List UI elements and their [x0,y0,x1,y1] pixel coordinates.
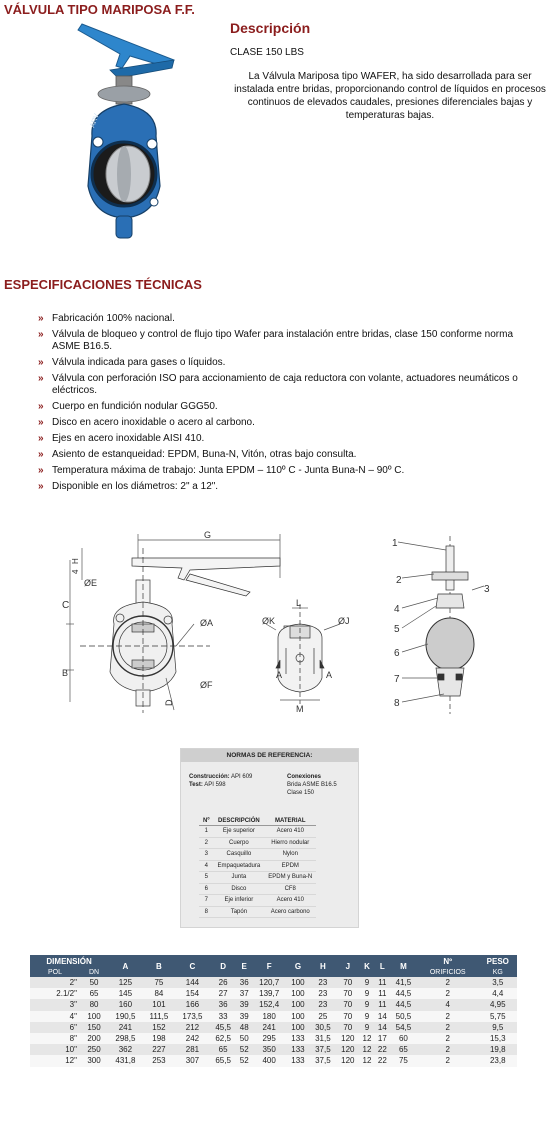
side-view [266,604,340,704]
table-cell: 362 [108,1044,143,1055]
table-cell: 30,5 [309,1022,336,1033]
table-cell: 65 [80,988,108,999]
table-cell: 44,5 [390,999,417,1010]
table-cell: 8" [30,1033,80,1044]
table-cell: 22 [375,1044,390,1055]
table-cell: 2 [417,1044,479,1055]
table-cell: 154 [175,988,210,999]
table-cell: 50,5 [390,1011,417,1022]
table-cell: 11 [375,988,390,999]
table-row [30,1011,517,1022]
table-cell: 15,3 [479,1033,517,1044]
spec-item: » Temperatura máxima de trabajo: Junta EPDM – 110º C - Junta Buna-N – 90º C. [38,465,405,476]
table-cell: 300 [80,1055,108,1066]
table-cell: 180 [252,1011,287,1022]
header-orificios: ORIFICIOS [417,968,479,977]
table-cell: 52 [237,1055,252,1066]
table-cell: 65 [390,1044,417,1055]
spec-item: » Fabricación 100% nacional. [38,313,175,324]
table-cell: 75 [390,1055,417,1066]
table-cell: 9 [359,999,374,1010]
valve-handle [78,24,174,78]
table-cell: 198 [143,1033,175,1044]
table-cell: 2 [417,1022,479,1033]
table-cell: 241 [108,1022,143,1033]
table-cell: 241 [252,1022,287,1033]
table-cell: 70 [336,1011,359,1022]
table-cell: 152,4 [252,999,287,1010]
class-line: CLASE 150 LBS [230,47,304,58]
valve-brand: ARV [89,112,101,129]
table-cell: 6" [30,1022,80,1033]
table-cell: 70 [336,999,359,1010]
table-cell: 100 [286,977,309,988]
table-cell: 37,5 [309,1044,336,1055]
table-cell: 190,5 [108,1011,143,1022]
label-n7: 7 [394,674,400,685]
table-cell: 3" [30,999,80,1010]
table-cell: 2" [30,977,80,988]
table-cell: 100 [286,999,309,1010]
table-cell: 133 [286,1044,309,1055]
label-G: G [204,530,212,540]
description-paragraph: La Válvula Mariposa tipo WAFER, ha sido desarrollada para ser instalada entre bridas, proporcionando control de líquidos en procesos continuos de elevados caudales, presiones diferenciales bajas y temperaturas bajas. [234,71,546,121]
spec-item: » Asiento de estanqueidad: EPDM, Buna-N, Vitón, otras bajo consulta. [38,449,357,460]
table-row [30,1055,517,1066]
table-cell: 41,5 [390,977,417,988]
table-cell: 17 [375,1033,390,1044]
table-cell: 298,5 [108,1033,143,1044]
table-cell: 100 [80,1011,108,1022]
table-cell: 12 [359,1044,374,1055]
table-cell: 9 [359,988,374,999]
table-cell: 400 [252,1055,287,1066]
table-cell: 4 [417,999,479,1010]
label-F: ØF [200,680,213,690]
label-J: ØJ [338,616,350,626]
bullet-icon: » [38,417,44,428]
bullet-icon: » [38,481,44,492]
table-cell: 12" [30,1055,80,1066]
table-cell: 101 [143,999,175,1010]
label-n1: 1 [392,538,398,549]
table-cell: 242 [175,1033,210,1044]
dimensions-table-wrapper [30,955,517,1100]
description-heading: Descripción [230,20,311,36]
table-cell: 227 [143,1044,175,1055]
label-n5: 5 [394,624,400,635]
table-cell: 4,95 [479,999,517,1010]
table-cell: 12 [359,1055,374,1066]
spec-item: » Disco en acero inoxidable o acero al carbono. [38,417,255,428]
section-view [398,536,484,714]
table-cell: 120 [336,1044,359,1055]
table-cell: 23 [309,988,336,999]
label-M: M [296,704,304,714]
header-peso: PESO [479,955,517,968]
table-row [30,1044,517,1055]
table-cell: 212 [175,1022,210,1033]
table-cell: 75 [143,977,175,988]
table-cell: 4" [30,1011,80,1022]
table-row: 4 Empaquetadura EPDM [199,860,316,872]
bullet-icon: » [38,449,44,460]
table-cell: 4,4 [479,988,517,999]
table-cell: 139,7 [252,988,287,999]
front-view [66,534,283,713]
table-cell: 2 [417,1033,479,1044]
bullet-icon: » [38,313,44,324]
table-cell: 44,5 [390,988,417,999]
label-A-left: A [276,670,283,680]
table-cell: 166 [175,999,210,1010]
table-row [30,999,517,1010]
table-cell: 431,8 [108,1055,143,1066]
table-cell: 295 [252,1033,287,1044]
table-cell: 5,75 [479,1011,517,1022]
label-E: ØE [84,578,98,588]
table-cell: 2 [417,988,479,999]
table-cell: 37 [237,988,252,999]
table-row: 6 Disco CF8 [199,883,316,895]
header-pol: POL [30,968,80,977]
valve-top-plate [98,86,150,102]
reference-card: NORMAS DE REFERENCIA: Construcción: API 609 Test: API 598 Conexiones Brida ASME B16.5 Clase 150 Nº DESCRIPCIÓN MATERIAL 1 Eje superior Acero 410 2 Cuerpo Hierro nodular 3 Casquillo Nylon 4 Empaquetadura EPDM 5 Junta EPDM y Buna-N 6 Disco CF8 7 Eje inferior Acero 410 8 Tapón Acero carbono [180,748,359,928]
table-cell: 14 [375,1011,390,1022]
bullet-icon: » [38,401,44,412]
table-cell: 14 [375,1022,390,1033]
table-cell: 100 [286,1022,309,1033]
table-cell: 48 [237,1022,252,1033]
table-cell: 152 [143,1022,175,1033]
header-n: Nº [417,955,479,968]
table-cell: 10" [30,1044,80,1055]
table-cell: 36 [237,977,252,988]
table-cell: 120 [336,1055,359,1066]
table-cell: 39 [237,999,252,1010]
table-cell: 54,5 [390,1022,417,1033]
bullet-icon: » [38,373,44,384]
table-cell: 173,5 [175,1011,210,1022]
table-cell: 65 [210,1044,237,1055]
table-cell: 253 [143,1055,175,1066]
header-dn: DN [80,968,108,977]
dimensions-table: DIMENSIÓN A B C D E F G H J K L M Nº PESO POL DN ORIFICIOS KG 2" 50 125 75 144 26 36 120,7 100 23 70 9 11 41,5 2 3,5 2.1/2" 65 145 84 154 27 37 139,7 100 23 70 9 11 44,5 2 4,4 3" 80 160 101 166 36 39 152,4 100 23 70 9 11 44,5 4 4,95 4" 100 190,5 111,5 173,5 33 39 180 100 25 70 9 14 50,5 2 5,75 6" 150 241 152 212 45,5 48 241 100 30,5 70 9 14 54,5 2 9,5 8" 200 298,5 198 242 62,5 50 295 133 31,5 120 12 17 60 2 15,3 10" 250 362 227 281 65 52 350 133 37,5 120 12 22 65 2 19,8 12" 300 431,8 253 307 65,5 52 400 133 37,5 120 12 22 75 2 23,8 [30,955,517,1067]
table-cell: 9 [359,977,374,988]
valve-body [88,104,160,238]
table-cell: 12 [359,1033,374,1044]
label-n6: 6 [394,648,400,659]
table-cell: 50 [237,1033,252,1044]
table-cell: 150 [80,1022,108,1033]
table-cell: 3,5 [479,977,517,988]
table-row [30,1022,517,1033]
spec-item: » Ejes en acero inoxidable AISI 410. [38,433,205,444]
bullet-icon: » [38,329,44,340]
specs-list [38,313,543,497]
table-cell: 70 [336,988,359,999]
table-cell: 23 [309,977,336,988]
table-cell: 11 [375,977,390,988]
table-cell: 70 [336,977,359,988]
bullet-icon: » [38,433,44,444]
table-cell: 23 [309,999,336,1010]
label-A: ØA [200,618,214,628]
table-cell: 62,5 [210,1033,237,1044]
table-cell: 80 [80,999,108,1010]
table-cell: 65,5 [210,1055,237,1066]
table-cell: 9 [359,1022,374,1033]
table-row: 8 Tapón Acero carbono [199,906,316,918]
table-cell: 133 [286,1033,309,1044]
table-cell: 33 [210,1011,237,1022]
table-cell: 31,5 [309,1033,336,1044]
spec-item: » Válvula indicada para gases o líquidos. [38,357,226,368]
table-cell: 145 [108,988,143,999]
spec-item: » Válvula de bloqueo y control de flujo tipo Wafer para instalación entre bridas, clase 150 conforme norma ASME B16.5. [38,329,514,352]
label-C: C [62,600,70,611]
label-D: D [164,699,174,706]
table-cell: 9,5 [479,1022,517,1033]
table-cell: 11 [375,999,390,1010]
technical-drawings [40,528,540,718]
table-cell: 39 [237,1011,252,1022]
table-cell: 111,5 [143,1011,175,1022]
spec-item: » Válvula con perforación ISO para accionamiento de caja reductora con volante, actuadores neumáticos o eléctricos. [38,373,518,396]
header-kg: KG [479,968,517,977]
table-row [30,988,517,999]
label-L: L [296,598,302,608]
table-cell: 350 [252,1044,287,1055]
reference-header: NORMAS DE REFERENCIA: [181,749,358,762]
table-cell: 200 [80,1033,108,1044]
label-n2: 2 [396,575,402,586]
table-row [30,1033,517,1044]
table-cell: 70 [336,1022,359,1033]
table-row: 2 Cuerpo Hierro nodular [199,837,316,849]
table-cell: 84 [143,988,175,999]
table-cell: 45,5 [210,1022,237,1033]
label-B: B [62,668,69,678]
table-cell: 120 [336,1033,359,1044]
table-cell: 19,8 [479,1044,517,1055]
table-cell: 125 [108,977,143,988]
table-cell: 2.1/2" [30,988,80,999]
table-cell: 2 [417,977,479,988]
table-cell: 2 [417,1011,479,1022]
table-cell: 250 [80,1044,108,1055]
table-row: 7 Eje inferior Acero 410 [199,895,316,907]
bullet-icon: » [38,357,44,368]
label-n4: 4 [394,604,400,615]
header-dimension: DIMENSIÓN [30,955,108,968]
page-title: VÁLVULA TIPO MARIPOSA F.F. [4,2,195,17]
table-cell: 36 [210,999,237,1010]
valve-photo [70,16,180,248]
label-n3: 3 [484,584,490,595]
table-cell: 120,7 [252,977,287,988]
specs-heading: ESPECIFICACIONES TÉCNICAS [4,277,202,292]
table-cell: 160 [108,999,143,1010]
table-cell: 281 [175,1044,210,1055]
table-cell: 50 [80,977,108,988]
spec-item: » Disponible en los diámetros: 2" a 12". [38,481,219,492]
table-cell: 144 [175,977,210,988]
label-H: H [71,558,80,564]
table-cell: 22 [375,1055,390,1066]
table-cell: 27 [210,988,237,999]
table-cell: 52 [237,1044,252,1055]
table-row: 3 Casquillo Nylon [199,849,316,861]
table-cell: 100 [286,988,309,999]
materials-table: Nº DESCRIPCIÓN MATERIAL 1 Eje superior Acero 410 2 Cuerpo Hierro nodular 3 Casquillo Nylon 4 Empaquetadura EPDM 5 Junta EPDM y Buna-N 6 Disco CF8 7 Eje inferior Acero 410 8 Tapón Acero carbono [199,817,316,918]
table-cell: 2 [417,1055,479,1066]
table-cell: 23,8 [479,1055,517,1066]
label-K: ØK [262,616,276,626]
table-cell: 26 [210,977,237,988]
spec-item: » Cuerpo en fundición nodular GGG50. [38,401,218,412]
label-4: 4 [71,569,80,574]
table-cell: 100 [286,1011,309,1022]
table-cell: 60 [390,1033,417,1044]
table-row: 1 Eje superior Acero 410 [199,826,316,838]
label-n8: 8 [394,698,400,709]
table-cell: 133 [286,1055,309,1066]
table-cell: 25 [309,1011,336,1022]
table-cell: 37,5 [309,1055,336,1066]
bullet-icon: » [38,465,44,476]
label-A-right: A [326,670,333,680]
table-row [30,977,517,988]
table-cell: 307 [175,1055,210,1066]
table-cell: 9 [359,1011,374,1022]
table-row: 5 Junta EPDM y Buna-N [199,872,316,884]
